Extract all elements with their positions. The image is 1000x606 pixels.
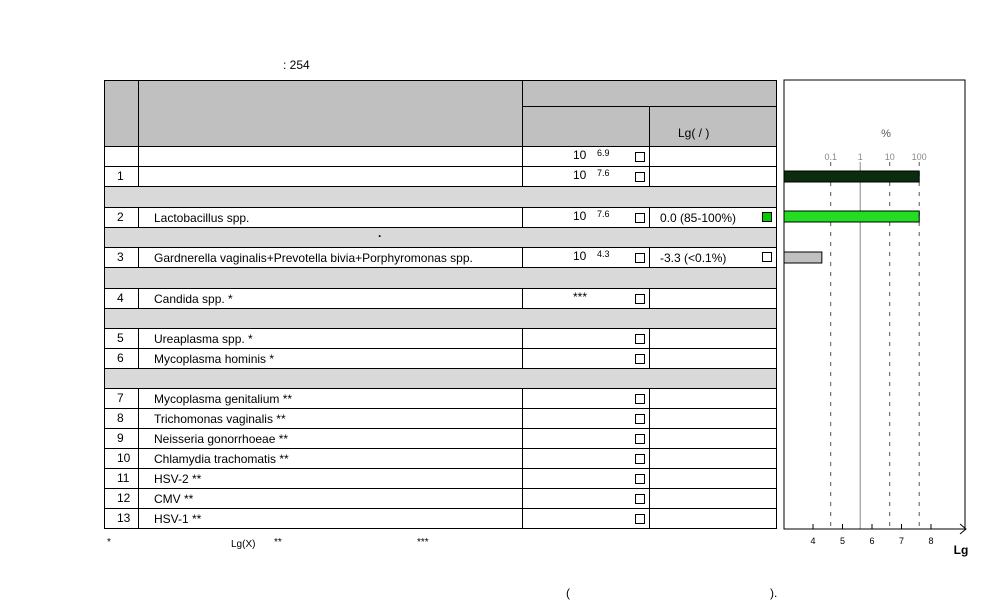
row-lg-cell — [649, 448, 777, 469]
row-number-cell — [104, 328, 139, 349]
row-name-cell — [138, 488, 523, 509]
chart-bar — [784, 252, 822, 263]
row-number: 9 — [117, 431, 124, 445]
row-organism-name: HSV-2 ** — [154, 472, 202, 486]
row-name-cell — [138, 328, 523, 349]
row-quantity-cell — [522, 448, 650, 469]
row-number-cell — [104, 468, 139, 489]
header-num-cell — [104, 80, 139, 147]
row-lg-cell — [649, 166, 777, 187]
header-quantity-cell — [522, 106, 650, 147]
section-separator-band — [104, 186, 777, 208]
section-separator-band — [104, 368, 777, 389]
chart-x-tick-label: 5 — [839, 536, 846, 546]
row-number-cell — [104, 247, 139, 268]
row-lg-result: 0.0 (85-100%) — [660, 211, 737, 225]
row-lg-cell — [649, 388, 777, 409]
row-status-checkbox[interactable] — [635, 394, 645, 404]
row-status-checkbox[interactable] — [635, 414, 645, 424]
row-quantity-value: 10 — [573, 249, 587, 263]
row-quantity-cell — [522, 428, 650, 449]
row-lg-cell — [649, 247, 777, 268]
row-number-cell — [104, 428, 139, 449]
row-lg-cell — [649, 408, 777, 429]
row-number-cell — [104, 207, 139, 228]
row-quantity-cell — [522, 468, 650, 489]
row-number: 4 — [117, 291, 124, 305]
row-number-cell — [104, 166, 139, 187]
row-quantity-cell — [522, 488, 650, 509]
row-status-checkbox[interactable] — [635, 434, 645, 444]
row-number: 7 — [117, 391, 124, 405]
chart-top-tick-label: 10 — [884, 152, 895, 162]
row-number: 6 — [117, 351, 124, 365]
row-name-cell — [138, 288, 523, 309]
row-quantity-cell — [522, 328, 650, 349]
sample-number: : 254 — [283, 58, 310, 72]
row-status-checkbox[interactable] — [635, 494, 645, 504]
chart-bar — [784, 211, 919, 222]
row-number: 1 — [117, 169, 124, 183]
chart-top-tick-label: 100 — [911, 152, 927, 162]
row-organism-name: CMV ** — [154, 492, 194, 506]
row-quantity-cell — [522, 288, 650, 309]
row-organism-name: Mycoplasma hominis * — [154, 352, 275, 366]
row-quantity-value: 10 — [573, 148, 587, 162]
footnote-star1: * — [107, 537, 111, 548]
row-quantity-cell — [522, 146, 650, 167]
row-status-checkbox[interactable] — [635, 213, 645, 223]
row-lg-cell — [649, 468, 777, 489]
row-lg-cell — [649, 348, 777, 369]
section-separator-band — [104, 308, 777, 329]
chart-top-tick-label: 1 — [857, 152, 863, 162]
row-number: 3 — [117, 250, 124, 264]
row-name-cell — [138, 207, 523, 228]
chart-top-tick-label: 0.1 — [824, 152, 837, 162]
row-quantity-cell — [522, 207, 650, 228]
lg-bar-chart — [780, 78, 980, 563]
row-number: 2 — [117, 210, 124, 224]
row-number: 10 — [117, 451, 131, 465]
row-number: 5 — [117, 331, 124, 345]
row-quantity-value: 10 — [573, 168, 587, 182]
row-status-checkbox[interactable] — [635, 253, 645, 263]
row-name-cell — [138, 428, 523, 449]
row-quantity-value: 10 — [573, 209, 587, 223]
row-quantity-value: *** — [573, 290, 588, 304]
row-number: 13 — [117, 511, 131, 525]
row-number-cell — [104, 388, 139, 409]
row-organism-name: Gardnerella vaginalis+Prevotella bivia+Porphyromonas spp. — [154, 251, 473, 265]
row-lg-cell — [649, 508, 777, 529]
row-name-cell — [138, 408, 523, 429]
row-organism-name: HSV-1 ** — [154, 512, 202, 526]
row-number-cell — [104, 408, 139, 429]
row-status-checkbox[interactable] — [635, 474, 645, 484]
row-status-checkbox[interactable] — [635, 172, 645, 182]
row-number: 12 — [117, 491, 131, 505]
chart-frame — [784, 80, 965, 529]
row-number-cell — [104, 146, 139, 167]
row-name-cell — [138, 146, 523, 167]
row-lg-checkbox[interactable] — [762, 252, 772, 262]
row-quantity-cell — [522, 388, 650, 409]
row-quantity-exponent: 7.6 — [597, 209, 610, 219]
chart-title: % — [881, 128, 891, 140]
row-lg-cell — [649, 288, 777, 309]
row-status-checkbox[interactable] — [635, 454, 645, 464]
chart-x-tick-label: 8 — [928, 536, 934, 546]
row-lg-cell — [649, 428, 777, 449]
header-lg-cell — [649, 106, 777, 147]
row-organism-name: Lactobacillus spp. — [154, 211, 250, 225]
row-lg-result: -3.3 (<0.1%) — [660, 251, 727, 265]
row-number-cell — [104, 488, 139, 509]
row-number: 8 — [117, 411, 124, 425]
row-name-cell — [138, 247, 523, 268]
row-lg-cell — [649, 207, 777, 228]
row-name-cell — [138, 166, 523, 187]
header-result-group — [522, 80, 777, 107]
row-name-cell — [138, 348, 523, 369]
row-number-cell — [104, 508, 139, 529]
row-lg-cell — [649, 328, 777, 349]
row-quantity-exponent: 4.3 — [597, 249, 610, 259]
row-organism-name: Ureaplasma spp. * — [154, 332, 253, 346]
row-lg-cell — [649, 488, 777, 509]
section-separator-band — [104, 267, 777, 289]
row-quantity-cell — [522, 408, 650, 429]
row-organism-name: Candida spp. * — [154, 292, 233, 306]
row-lg-cell — [649, 146, 777, 167]
row-status-checkbox[interactable] — [635, 354, 645, 364]
footnote-lgx: Lg(X) — [231, 539, 256, 550]
header-lg-label: Lg( / ) — [678, 126, 710, 140]
row-name-cell — [138, 508, 523, 529]
row-number: 11 — [117, 471, 130, 485]
row-quantity-cell — [522, 348, 650, 369]
row-organism-name: Mycoplasma genitalium ** — [154, 392, 293, 406]
row-number-cell — [104, 348, 139, 369]
chart-x-label: Lg — [953, 543, 969, 557]
row-quantity-exponent: 7.6 — [597, 168, 610, 178]
row-number-cell — [104, 448, 139, 469]
row-organism-name: Neisseria gonorrhoeae ** — [154, 432, 289, 446]
header-name-cell — [138, 80, 523, 147]
row-quantity-cell — [522, 508, 650, 529]
row-status-checkbox[interactable] — [635, 294, 645, 304]
bottom-note-open: ( — [566, 586, 570, 600]
chart-x-tick-label: 7 — [898, 536, 905, 546]
row-quantity-exponent: 6.9 — [597, 148, 610, 158]
row-name-cell — [138, 388, 523, 409]
row-quantity-cell — [522, 166, 650, 187]
footnote-star3: *** — [417, 537, 429, 548]
row-status-checkbox[interactable] — [635, 514, 645, 524]
bottom-note-close: ). — [770, 586, 778, 600]
row-name-cell — [138, 448, 523, 469]
row-status-checkbox[interactable] — [635, 152, 645, 162]
chart-x-tick-label: 4 — [810, 536, 816, 546]
row-organism-name: Trichomonas vaginalis ** — [154, 412, 286, 426]
row-organism-name: Chlamydia trachomatis ** — [154, 452, 289, 466]
row-name-cell — [138, 468, 523, 489]
row-status-checkbox[interactable] — [635, 334, 645, 344]
section-dot: · — [378, 229, 382, 243]
chart-x-tick-label: 6 — [869, 536, 875, 546]
row-number-cell — [104, 288, 139, 309]
chart-bar — [784, 171, 919, 182]
section-separator-band — [104, 227, 777, 248]
row-lg-checkbox[interactable] — [762, 212, 772, 222]
footnote-star2: ** — [274, 537, 282, 548]
row-quantity-cell — [522, 247, 650, 268]
